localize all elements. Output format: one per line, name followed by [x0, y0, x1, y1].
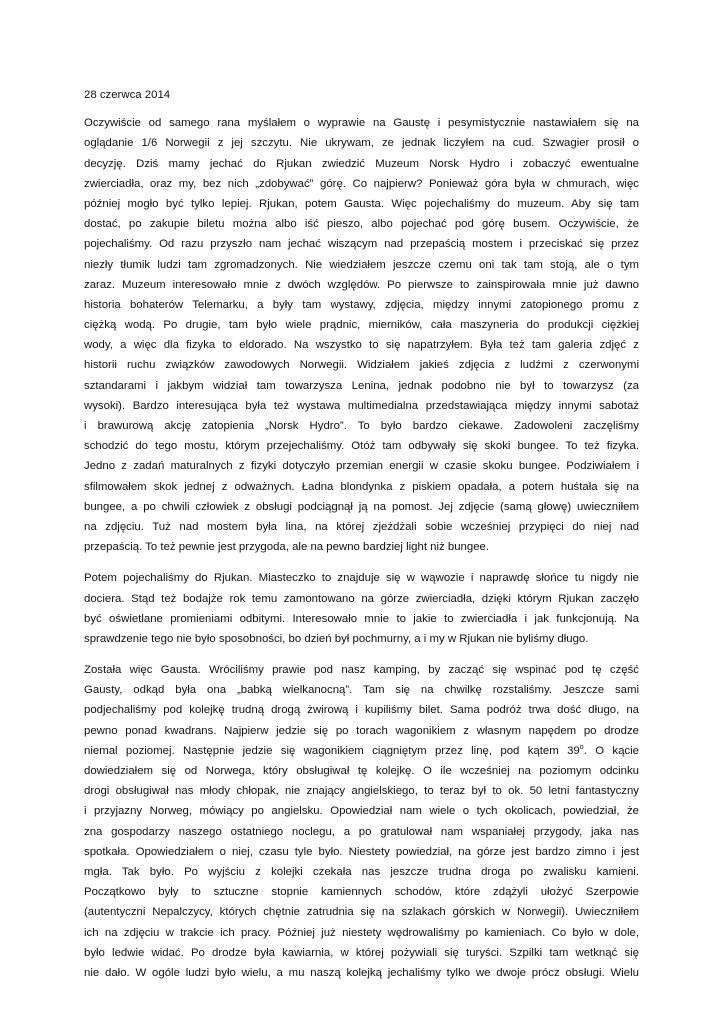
text-line: Oczywiście od samego rana myślałem o wyprawie na Gaustę i pesymistycznie nastawiałem się na	[84, 117, 639, 130]
text-line: (autentyczni Nepalczycy, których chętnie zatrudnia się na szlakach górskich w Norwegii). Uwieczniłem	[84, 906, 639, 919]
text-line: spotkała. Opowiedziałem o niej, czasu tyle było. Niestety powiedział, na górze jest bardzo zimno i jest	[84, 845, 639, 858]
text-line: zna gospodarzy naszego ostatniego noclegu, a po gratulował nam wspaniałej przygody, jaka nas	[84, 825, 639, 838]
text-line: przepaścią. To też pewnie jest przygoda, ale na pewno bardziej light niż bungee.	[84, 541, 490, 554]
text-line: dowiedziałem się od Norwega, który obsługiwał tę kolejkę. O ile wcześniej na poziomym odcinku	[84, 765, 639, 778]
text-line: Początkowo były to sztuczne stopnie kamiennych schodów, które zdążyli ułożyć Szerpowie	[84, 886, 639, 899]
text-line: niezły tłumik ludzi tam zgromadzonych. Nie wiedziałem jeszcze czemu oni tak tam stoją, ale o tym	[84, 258, 639, 271]
text-line: sfilmowałem skok jednej z odważnych. Ładna blondynka z piskiem opadała, a potem huśtała się na	[84, 480, 639, 493]
text-line: i brawurową akcję zatopienia „Norsk Hydro”. To było bardzo ciekawe. Zadowoleni zaczęliśmy	[84, 420, 639, 433]
text-line: zaraz. Muzeum interesowało mnie z dwóch względów. Po pierwsze to zainspirowała mnie już dawno	[84, 278, 639, 291]
text-segment: niemal poziomej. Następnie jedzie się wagonikiem ciągniętym przez linę, pod kątem 39	[84, 744, 580, 757]
text-line: dostać, po zakupie biletu można albo iść pieszo, albo pojechać pod górę busem. Oczywiście, że	[84, 218, 639, 231]
text-line: później mogło być tylko lepiej. Rjukan, potem Gausta. Więc pojechaliśmy do muzeum. Aby się tam	[84, 197, 639, 210]
text-line: sztandarami i jakbym widział tam towarzysza Lenina, jednak podobno nie był to towarzysz (za	[84, 379, 639, 392]
entry-date: 28 czerwca 2014	[84, 89, 171, 101]
text-line: schodzić do tego mostu, którym przejechaliśmy. Otóż tam odbywały się skoki bungee. To też fizyka.	[84, 440, 639, 453]
text-line: na zdjęciu. Tuż nad mostem była lina, na której zjeżdżali sobie wcześniej przypięci do niej nad	[84, 520, 639, 533]
text-line: ciężką wodą. Po drugie, tam było wiele prądnic, mierników, cała maszyneria do produkcji ciężkiej	[84, 319, 639, 332]
text-line: decyzję. Dziś mamy jechać do Rjukan zwiedzić Muzeum Norsk Hydro i zobaczyć ewentualne	[84, 157, 639, 170]
text-line: wody, a więc dla fizyka to eldorado. Na wszystko to się napatrzyłem. Była też tam galeria zdjęć z	[84, 339, 639, 352]
text-line: być oświetlane promieniami odbitymi. Interesowało mnie to jakie to zwierciadła i jak funkcjonują. Na	[84, 612, 639, 625]
text-segment: . O kącie	[583, 744, 639, 757]
text-line: nie dało. W ogóle ludzi było wielu, a mu naszą kolejką jechaliśmy tylko we dwoje prócz obsługi. Wielu	[84, 966, 639, 979]
text-line: zwierciadła, oraz my, bez nich „zdobywać” górę. Co najpierw? Ponieważ góra była w chmurach, więc	[84, 177, 639, 190]
text-line: Jedno z zadań maturalnych z fizyki dotyczyło przemian energii w czasie skoku bungee. Podziwiałem i	[84, 460, 639, 473]
document-page	[84, 85, 639, 994]
text-line-with-degree	[84, 741, 639, 761]
text-line: drogi obsługiwał nas młody chłopak, nie znający angielskiego, to teraz był to ok. 50 letni fantastyczny	[84, 785, 639, 798]
paragraph-museum	[84, 113, 639, 557]
text-line: dociera. Stąd też bodajże rok temu zamontowano na górze zwierciadła, dzięki którym Rjukan zaczęło	[84, 592, 639, 605]
text-line: Gausty, odkąd była ona „babką wielkanocną”. Tam się na chwilkę rozstaliśmy. Jeszcze sami	[84, 684, 639, 697]
text-line: podjechaliśmy pod kolejkę trudną drogą żwirową i kupiliśmy bilet. Sama podróż trwa dość długo, na	[84, 704, 639, 717]
text-line: oglądanie 1/6 Norwegii z jej szczytu. Nie ukrywam, ze jednak liczyłem na cud. Szwagier prosił o	[84, 137, 639, 150]
text-line: było ledwie widać. Po drodze była kawiarnia, w której pożywiali się turyści. Szpilki tam wetknąć się	[84, 946, 639, 959]
text-line: mgła. Tak było. Po wyjściu z kolejki czekała nas jeszcze trudna droga po zwalisku kamieni.	[84, 865, 639, 878]
text-line: pewno ponad kwadrans. Najpierw jedzie się po torach wagonikiem z własnym napędem po drodze	[84, 724, 639, 737]
text-line: ich na zdjęciu w trakcie ich pracy. Później już niestety wędrowaliśmy po kamieniach. Co było w dole,	[84, 926, 639, 939]
text-line: bungee, a po chwili człowiek z obsługi podciągnął ją na pomost. Jej zdjęcie (samą głowę) uwieczniłem	[84, 500, 639, 513]
text-line: pojechaliśmy. Od razu przyszło nam jechać wiszącym nad przepaścią mostem i przeciskać się przez	[84, 238, 639, 251]
text-line: wysoki). Bardzo interesująca była też wystawa multimedialna przedstawiająca między innymi sabotaż	[84, 399, 639, 412]
text-line: historii ruchu związków zawodowych Norwegii. Widziałem jakieś zdjęcia z ludźmi z czerwonymi	[84, 359, 639, 372]
degree-superscript: o	[579, 743, 584, 751]
paragraph-rjukan	[84, 568, 639, 649]
text-line: historia bohaterów Telemarku, a były tam wystawy, zdjęcia, między innymi zatopionego promu z	[84, 298, 639, 311]
paragraph-gausta	[84, 660, 639, 983]
text-line: Została więc Gausta. Wróciliśmy prawie pod nasz kamping, by zacząć się wspinać pod tę część	[84, 664, 639, 677]
text-line: i przyjazny Norweg, mówiący po angielsku. Opowiedział nam wiele o tych okolicach, powiedział, że	[84, 805, 639, 818]
text-line: sprawdzenie tego nie było sposobności, bo dzień był pochmurny, a i my w Rjukan nie byliśmy długo.	[84, 632, 589, 645]
text-line: Potem pojechaliśmy do Rjukan. Miasteczko to znajduje się w wąwozie i naprawdę słońce tu nigdy nie	[84, 572, 639, 585]
